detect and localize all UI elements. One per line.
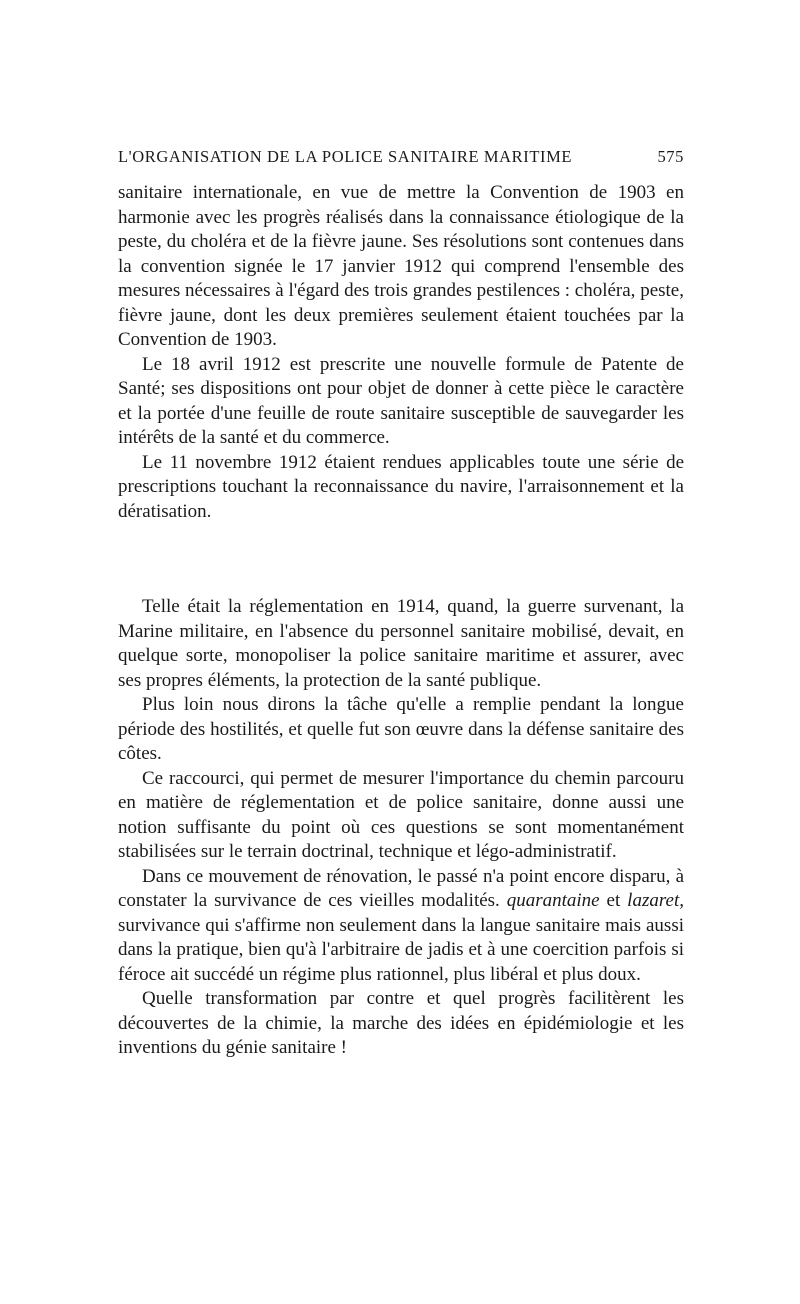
header-title: L'ORGANISATION DE LA POLICE SANITAIRE MARITIME [118, 147, 573, 166]
renovation-conjunction: et [599, 890, 628, 911]
running-header [118, 147, 684, 167]
text-section-1 [118, 181, 684, 524]
term-lazaret: lazaret, [627, 890, 684, 911]
text-section-2 [118, 595, 684, 1061]
paragraph-novembre: Le 11 novembre 1912 étaient rendues applicables toute une série de prescriptions touchant la reconnaissance du navire, l'arraisonnement et la dératisation. [118, 451, 684, 522]
paragraph-transformation: Quelle transformation par contre et quel progrès facilitèrent les découvertes de la chimie, la marche des idées en épidémiologie et les inventions du génie sanitaire ! [118, 988, 684, 1058]
paragraph-continuation: sanitaire internationale, en vue de mettre la Convention de 1903 en harmonie avec les progrès réalisés dans la connaissance étiologique de la peste, du choléra et de la fièvre jaune. Ses résolutions sont contenues dans la convention signée le 17 janvier 1912 qui comprend l'ensemble des mesures nécessaires à l'égard des trois grandes pestilences : choléra, peste, fièvre jaune, dont les deux premières seulement étaient touchées par la Convention de 1903. [118, 182, 684, 350]
term-quarantaine: quarantaine [506, 890, 600, 911]
paragraph-patente: Le 18 avril 1912 est prescrite une nouvelle formule de Patente de Santé; ses dispositions ont pour objet de donner à cette pièce le caractère et la portée d'une feuille de route sanitaire susceptible de sauvegarder les intérêts de la santé et du commerce. [118, 353, 684, 448]
paragraph-raccourci: Ce raccourci, qui permet de mesurer l'importance du chemin parcouru en matière de réglementation et de police sanitaire, donne aussi une notion suffisante du point où ces questions se sont momentanément stabilisées sur le terrain doctrinal, technique et légo-administratif. [118, 767, 684, 862]
paragraph-renovation [118, 865, 684, 988]
renovation-text-end: survivance qui s'affirme non seulement dans la langue sanitaire mais aussi dans la pratique, bien qu'à l'arbitraire de jadis et à une coercition parfois si féroce ait succédé un régime plus rationnel, plus libéral et plus doux. [118, 914, 684, 985]
page-number: 575 [657, 147, 684, 166]
paragraph-reglementation: Telle était la réglementation en 1914, quand, la guerre survenant, la Marine militaire, en l'absence du personnel sanitaire mobilisé, devait, en quelque sorte, monopoliser la police sanitaire maritime et assurer, avec ses propres éléments, la protection de la santé publique. [118, 596, 684, 691]
renovation-text-start: Dans ce mouvement de rénovation, le passé n'a point encore disparu, à constater la survivance de ces vieilles modalités. [118, 865, 684, 911]
paragraph-hostilites: Plus loin nous dirons la tâche qu'elle a remplie pendant la longue période des hostilités, et quelle fut son œuvre dans la défense sanitaire des côtes. [118, 694, 684, 764]
